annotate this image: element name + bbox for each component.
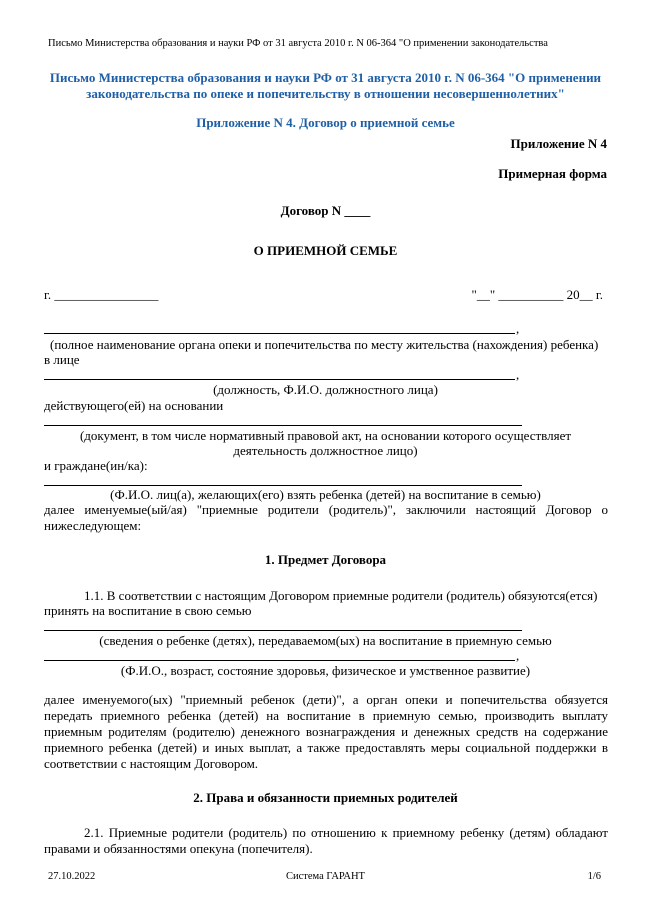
citizens-label: и граждане(ин/ка): [44, 458, 148, 473]
clause-1-1: 1.1. В соответствии с настоящим Договором приемные родители (родитель) обязуются(ется) [84, 588, 598, 603]
child-info-line [44, 630, 522, 631]
section-1-title: 1. Предмет Договора [264, 552, 387, 567]
contract-title: О ПРИЕМНОЙ СЕМЬЕ [253, 243, 398, 258]
appendix-label: Приложение N 4 [510, 136, 607, 151]
caption-child-details: (Ф.И.О., возраст, состояние здоровья, физическое и умственное развитие) [120, 663, 531, 678]
child-details-line [44, 660, 515, 661]
caption-authority: (полное наименование органа опеки и попечительства по месту жительства (нахождения) ребенка) [50, 337, 599, 352]
clause-2-1: 2.1. Приемные родители (родитель) по отношению к приемному ребенку (детям) обладают правами и обязанностями опекуна (попечителя). [44, 825, 608, 856]
caption-document-1: (документ, в том числе нормативный правовой акт, на основании которого осуществляет [79, 428, 572, 443]
official-line [44, 379, 515, 380]
comma: , [516, 367, 520, 382]
document-subtitle[interactable]: Приложение N 4. Договор о приемной семье [196, 115, 455, 130]
persons-line [44, 485, 522, 486]
document-title[interactable]: Письмо Министерства образования и науки РФ от 31 августа 2010 г. N 06-364 "О применении законодательства по опеке и попечительству в отношении несовершеннолетних" [49, 70, 602, 101]
footer-date: 27.10.2022 [48, 871, 96, 882]
date-field: "__" __________ 20__ г. [471, 287, 603, 302]
caption-official: (должность, Ф.И.О. должностного лица) [213, 382, 438, 397]
clause-1-1-cont: принять на воспитание в свою семью [44, 603, 252, 618]
running-header: Письмо Министерства образования и науки РФ от 31 августа 2010 г. N 06-364 "О применении законодательства [48, 38, 548, 49]
footer-system: Система ГАРАНТ [286, 871, 365, 882]
contract-number: Договор N ____ [280, 203, 371, 218]
in-person-label: в лице [44, 352, 80, 367]
city-field: г. ________________ [44, 287, 159, 302]
caption-document-2: деятельность должностное лицо) [233, 443, 418, 458]
document-line [44, 425, 522, 426]
section-1-body: далее именуемого(ых) "приемный ребенок (дети)", а орган опеки и попечительства обязуется передать приемного ребенка (детей) на воспитание в приемную семью, производить выплату приемным родителям (родителю) денежного вознаграждения и денежных средств на содержание приемного ребенка (детей) и иных выплат, а также предоставлять меры социальной поддержки в соответствии с настоящим Договором. [44, 692, 608, 771]
hereinafter-paragraph: далее именуемые(ый/ая) "приемные родители (родитель)", заключили настоящий Договор о нижеследующем: [44, 502, 608, 533]
section-2-title: 2. Права и обязанности приемных родителей [193, 790, 458, 805]
footer-page-number: 1/6 [587, 871, 601, 882]
caption-child-info: (сведения о ребенке (детях), передаваемом(ых) на воспитание в приемную семью [99, 633, 552, 648]
comma: , [516, 648, 520, 663]
acting-basis-label: действующего(ей) на основании [44, 398, 224, 413]
caption-persons: (Ф.И.О. лиц(а), желающих(его) взять ребенка (детей) на воспитание в семью) [110, 487, 541, 502]
form-label: Примерная форма [498, 166, 607, 181]
comma: , [516, 321, 520, 336]
authority-line [44, 333, 515, 334]
